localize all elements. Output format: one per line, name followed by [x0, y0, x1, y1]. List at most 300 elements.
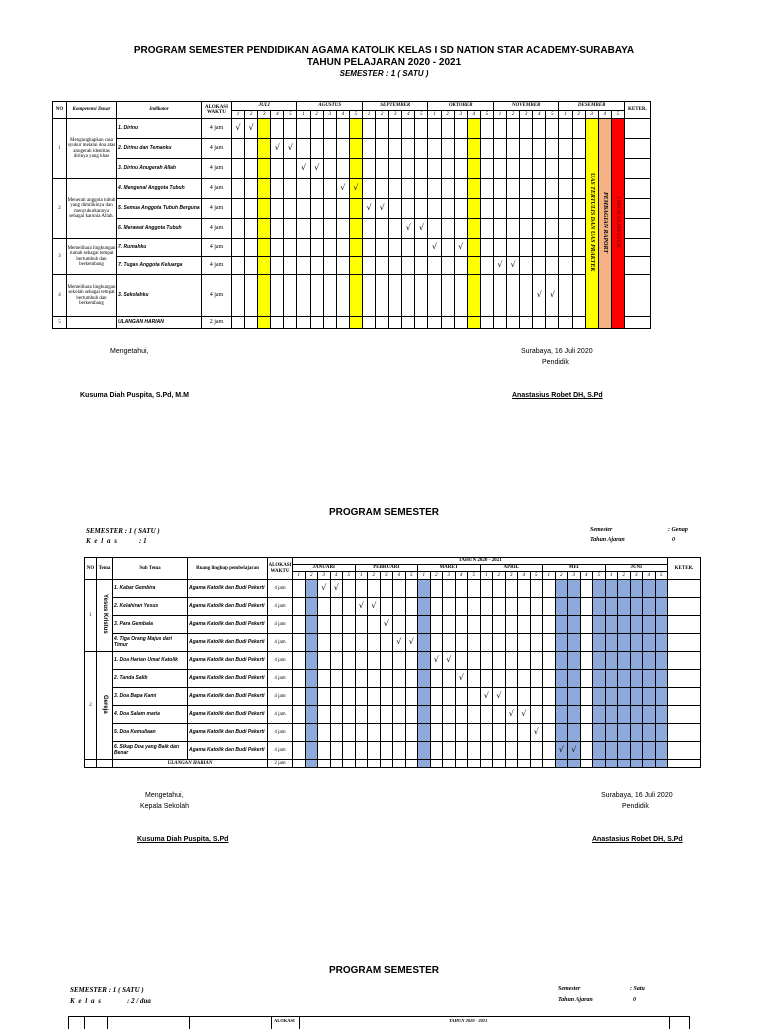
- week-cell: [518, 742, 531, 760]
- week-cell: [520, 317, 533, 329]
- week-cell: [643, 616, 656, 634]
- week-cell: [493, 598, 506, 616]
- week-cell: [518, 688, 531, 706]
- week-cell: [655, 580, 668, 598]
- week-cell: [305, 598, 318, 616]
- week-cell: [605, 652, 618, 670]
- week-cell: [580, 670, 593, 688]
- week-cell: [443, 616, 456, 634]
- week-cell: [297, 239, 310, 257]
- week-number: 5: [593, 572, 606, 580]
- week-cell: [258, 199, 271, 219]
- week-cell: [305, 580, 318, 598]
- week-cell: [593, 706, 606, 724]
- check-mark: √: [533, 727, 539, 737]
- doc2-semester-r-value: : Genap: [668, 527, 688, 533]
- week-cell: [443, 742, 456, 760]
- doc1-title: PROGRAM SEMESTER PENDIDIKAN AGAMA KATOLIK KELAS I SD NATION STAR ACADEMY-SURABAYA: [133, 45, 635, 56]
- indikator-cell: 1. Dirinu: [117, 119, 202, 139]
- week-cell: [305, 742, 318, 760]
- ruang-cell: Agama Katolik dan Budi Pekerti: [188, 652, 268, 670]
- week-cell: [605, 742, 618, 760]
- week-cell: [605, 580, 618, 598]
- week-number: 4: [455, 572, 468, 580]
- week-cell: [630, 706, 643, 724]
- check-mark: √: [458, 242, 464, 252]
- week-cell: [605, 760, 618, 768]
- week-cell: [605, 688, 618, 706]
- week-cell: [618, 634, 631, 652]
- check-mark: √: [333, 583, 339, 593]
- tema-number: 2: [85, 652, 97, 760]
- week-cell: [355, 724, 368, 742]
- week-cell: [415, 275, 428, 317]
- week-cell: [318, 580, 331, 598]
- week-cell: [455, 616, 468, 634]
- week-cell: [355, 580, 368, 598]
- week-number: 5: [655, 572, 668, 580]
- week-cell: [455, 598, 468, 616]
- week-number: 2: [376, 111, 389, 119]
- alokasi-cell: 4 jam: [202, 219, 232, 239]
- week-cell: [518, 706, 531, 724]
- week-number: 5: [415, 111, 428, 119]
- week-cell: [493, 742, 506, 760]
- week-cell: [533, 239, 546, 257]
- subtema-cell: 4. Tiga Orang Majus dari Timur: [113, 634, 188, 652]
- week-cell: [518, 670, 531, 688]
- keter-cell: [668, 616, 701, 634]
- week-cell: [349, 275, 362, 317]
- week-cell: [323, 317, 336, 329]
- week-cell: [271, 219, 284, 239]
- alokasi-cell: 4 jam: [202, 159, 232, 179]
- week-number: 3: [585, 111, 598, 119]
- keterangan-cell: [624, 159, 650, 179]
- check-mark: √: [321, 583, 327, 593]
- week-cell: [505, 706, 518, 724]
- week-cell: [402, 119, 415, 139]
- week-cell: [480, 199, 493, 219]
- week-cell: [480, 616, 493, 634]
- month-header: DESEMBER: [559, 102, 624, 111]
- week-cell: [467, 159, 480, 179]
- week-cell: [493, 257, 506, 275]
- doc3-table-top: [68, 1016, 690, 1029]
- week-cell: [284, 159, 297, 179]
- week-cell: [568, 706, 581, 724]
- week-cell: [505, 598, 518, 616]
- week-cell: [520, 159, 533, 179]
- doc1-sign-left-label: Mengetahui,: [110, 348, 149, 355]
- week-cell: [402, 257, 415, 275]
- week-cell: [393, 634, 406, 652]
- week-cell: [376, 275, 389, 317]
- indikator-cell: 7. Rumahku: [117, 239, 202, 257]
- week-cell: [393, 742, 406, 760]
- week-cell: [630, 688, 643, 706]
- week-cell: [380, 616, 393, 634]
- week-cell: [305, 724, 318, 742]
- week-cell: [643, 760, 656, 768]
- week-cell: [580, 580, 593, 598]
- week-cell: [305, 706, 318, 724]
- week-cell: [655, 742, 668, 760]
- week-cell: [441, 179, 454, 199]
- week-cell: [580, 706, 593, 724]
- week-cell: [336, 179, 349, 199]
- week-cell: [605, 706, 618, 724]
- week-cell: [559, 239, 572, 257]
- week-cell: [643, 598, 656, 616]
- week-cell: [318, 598, 331, 616]
- week-cell: [405, 670, 418, 688]
- week-cell: [618, 652, 631, 670]
- week-cell: [415, 219, 428, 239]
- week-cell: [376, 219, 389, 239]
- header-no: NO: [85, 558, 97, 580]
- week-cell: [430, 616, 443, 634]
- doc2-kelas-value: : 1: [139, 537, 147, 545]
- week-cell: [430, 742, 443, 760]
- week-cell: [330, 598, 343, 616]
- week-cell: [389, 317, 402, 329]
- header-subtema: Sub Tema: [113, 558, 188, 580]
- week-cell: [630, 724, 643, 742]
- doc2-sign-left-role: Kepala Sekolah: [140, 803, 190, 810]
- week-number: 4: [402, 111, 415, 119]
- keter-cell: [668, 634, 701, 652]
- week-cell: [368, 616, 381, 634]
- week-cell: [430, 760, 443, 768]
- week-cell: [418, 598, 431, 616]
- week-cell: [454, 159, 467, 179]
- week-cell: [643, 670, 656, 688]
- alokasi-cell: 4 jam: [268, 580, 293, 598]
- week-cell: [389, 139, 402, 159]
- week-cell: [507, 239, 520, 257]
- week-cell: [618, 688, 631, 706]
- week-cell: [543, 652, 556, 670]
- week-cell: [630, 670, 643, 688]
- check-mark: √: [379, 203, 385, 213]
- week-number: 5: [343, 572, 356, 580]
- alokasi-cell: 4 jam: [268, 598, 293, 616]
- week-number: 5: [349, 111, 362, 119]
- subtema-cell: 2. Tanda Salib: [113, 670, 188, 688]
- week-cell: [572, 139, 585, 159]
- alokasi-cell: 4 jam: [268, 742, 293, 760]
- week-cell: [505, 670, 518, 688]
- week-number: 3: [323, 111, 336, 119]
- week-cell: [305, 688, 318, 706]
- keterangan-cell: [624, 317, 650, 329]
- week-cell: [568, 670, 581, 688]
- week-cell: [507, 275, 520, 317]
- week-cell: [336, 139, 349, 159]
- subtema-cell: 1. Doa Harian Umat Katolik: [113, 652, 188, 670]
- week-cell: [297, 257, 310, 275]
- week-cell: [454, 257, 467, 275]
- keterangan-cell: [624, 199, 650, 219]
- week-cell: [323, 119, 336, 139]
- week-cell: [380, 580, 393, 598]
- week-cell: [580, 760, 593, 768]
- week-number: 2: [368, 572, 381, 580]
- week-cell: [572, 317, 585, 329]
- week-cell: [368, 688, 381, 706]
- week-cell: [533, 275, 546, 317]
- ruang-cell: Agama Katolik dan Budi Pekerti: [188, 742, 268, 760]
- week-cell: [349, 159, 362, 179]
- week-cell: [559, 275, 572, 317]
- week-cell: [593, 634, 606, 652]
- week-cell: [343, 688, 356, 706]
- doc3-semester-r-value: : Satu: [630, 986, 645, 992]
- week-cell: [380, 706, 393, 724]
- week-cell: [349, 119, 362, 139]
- week-cell: [454, 199, 467, 219]
- week-cell: [402, 139, 415, 159]
- week-cell: [310, 139, 323, 159]
- week-cell: [258, 239, 271, 257]
- week-cell: [393, 724, 406, 742]
- check-mark: √: [248, 123, 254, 133]
- week-cell: [543, 580, 556, 598]
- week-number: 5: [284, 111, 297, 119]
- check-mark: √: [483, 691, 489, 701]
- week-cell: [505, 742, 518, 760]
- week-cell: [618, 706, 631, 724]
- week-cell: [520, 119, 533, 139]
- week-cell: [443, 598, 456, 616]
- week-cell: [284, 199, 297, 219]
- week-cell: [232, 275, 245, 317]
- week-cell: [468, 706, 481, 724]
- week-cell: [355, 688, 368, 706]
- check-mark: √: [287, 143, 293, 153]
- doc2-title: PROGRAM SEMESTER: [328, 507, 439, 518]
- week-cell: [454, 119, 467, 139]
- week-cell: [468, 760, 481, 768]
- week-cell: [380, 742, 393, 760]
- week-cell: [455, 760, 468, 768]
- week-number: 5: [480, 111, 493, 119]
- week-cell: [493, 724, 506, 742]
- week-cell: [543, 670, 556, 688]
- check-mark: √: [508, 709, 514, 719]
- week-cell: [618, 760, 631, 768]
- week-cell: [355, 652, 368, 670]
- week-number: 1: [297, 111, 310, 119]
- week-cell: [493, 219, 506, 239]
- doc3-semester-r-label: Semester: [558, 986, 581, 992]
- week-cell: [245, 159, 258, 179]
- week-cell: [605, 670, 618, 688]
- week-number: 2: [572, 111, 585, 119]
- week-cell: [284, 219, 297, 239]
- doc3-kelas-label: K e l a s: [70, 997, 102, 1005]
- week-cell: [530, 670, 543, 688]
- week-cell: [258, 275, 271, 317]
- indikator-cell: 7. Tugas Anggota Keluarga: [117, 257, 202, 275]
- week-cell: [430, 670, 443, 688]
- week-cell: [593, 724, 606, 742]
- alokasi-cell: 2 jam: [202, 317, 232, 329]
- week-cell: [543, 634, 556, 652]
- week-cell: [405, 724, 418, 742]
- alokasi-cell: 4 jam: [202, 179, 232, 199]
- week-cell: [559, 179, 572, 199]
- week-cell: [630, 580, 643, 598]
- doc2-sign-role: Pendidik: [622, 803, 649, 810]
- week-cell: [468, 688, 481, 706]
- week-number: 2: [310, 111, 323, 119]
- week-cell: [305, 616, 318, 634]
- week-cell: [430, 688, 443, 706]
- empty-cell: [85, 760, 97, 768]
- kd-text: Memelihara lingkungan rumah sebagai tempat bertumbuh dan berkembang: [67, 239, 117, 275]
- check-mark: √: [549, 290, 555, 300]
- month-header: JUNI: [605, 565, 668, 572]
- week-cell: [480, 634, 493, 652]
- indikator-cell: 6. Merawat Anggota Tubuh: [117, 219, 202, 239]
- ruang-cell: Agama Katolik dan Budi Pekerti: [188, 580, 268, 598]
- week-cell: [493, 670, 506, 688]
- week-cell: [630, 634, 643, 652]
- week-cell: [363, 317, 376, 329]
- week-cell: [343, 742, 356, 760]
- doc1-sign-place: Surabaya, 16 Juli 2020: [521, 348, 593, 355]
- week-cell: [593, 670, 606, 688]
- month-header: PEBRUARI: [355, 565, 418, 572]
- week-cell: [297, 219, 310, 239]
- week-cell: [505, 724, 518, 742]
- week-cell: [297, 199, 310, 219]
- week-cell: [363, 275, 376, 317]
- week-cell: [443, 580, 456, 598]
- check-mark: √: [383, 619, 389, 629]
- week-cell: [368, 760, 381, 768]
- week-cell: [454, 239, 467, 257]
- week-cell: [630, 760, 643, 768]
- month-header: MARET: [418, 565, 481, 572]
- week-cell: [467, 139, 480, 159]
- week-cell: [533, 119, 546, 139]
- week-cell: [533, 159, 546, 179]
- week-cell: [468, 670, 481, 688]
- week-cell: [305, 760, 318, 768]
- check-mark: √: [458, 673, 464, 683]
- week-cell: [363, 219, 376, 239]
- week-cell: [232, 119, 245, 139]
- week-cell: [530, 742, 543, 760]
- week-cell: [418, 742, 431, 760]
- week-cell: [284, 139, 297, 159]
- week-cell: [580, 724, 593, 742]
- week-cell: [297, 159, 310, 179]
- week-cell: [555, 580, 568, 598]
- week-cell: [271, 239, 284, 257]
- week-cell: [297, 275, 310, 317]
- vertical-label: PEMBAGIAN RAPORT: [602, 191, 609, 253]
- doc1-sign-role: Pendidik: [542, 359, 569, 366]
- week-cell: [355, 634, 368, 652]
- indikator-cell: 3. Sekolahku: [117, 275, 202, 317]
- alokasi-cell: 4 jam: [202, 139, 232, 159]
- week-cell: [376, 119, 389, 139]
- week-cell: [293, 580, 306, 598]
- week-cell: [559, 199, 572, 219]
- week-cell: [655, 616, 668, 634]
- week-cell: [520, 257, 533, 275]
- week-cell: [555, 652, 568, 670]
- week-number: 2: [507, 111, 520, 119]
- week-cell: [245, 139, 258, 159]
- week-cell: [441, 239, 454, 257]
- week-number: 4: [533, 111, 546, 119]
- doc2-semester: SEMESTER : 1 ( SATU ): [86, 527, 160, 535]
- week-number: 1: [363, 111, 376, 119]
- week-cell: [480, 317, 493, 329]
- week-cell: [393, 580, 406, 598]
- week-cell: [480, 239, 493, 257]
- week-cell: [349, 239, 362, 257]
- week-cell: [655, 724, 668, 742]
- week-cell: [258, 317, 271, 329]
- check-mark: √: [340, 183, 346, 193]
- month-header: APRIL: [480, 565, 543, 572]
- week-number: 4: [643, 572, 656, 580]
- week-cell: [380, 760, 393, 768]
- week-number: 1: [559, 111, 572, 119]
- week-cell: [593, 580, 606, 598]
- week-cell: [318, 724, 331, 742]
- week-cell: [330, 580, 343, 598]
- week-cell: [468, 598, 481, 616]
- week-number: 4: [271, 111, 284, 119]
- week-cell: [323, 179, 336, 199]
- week-cell: [271, 257, 284, 275]
- check-mark: √: [571, 745, 577, 755]
- alokasi-cell: 4 jam: [268, 634, 293, 652]
- week-cell: [389, 239, 402, 257]
- week-cell: [443, 634, 456, 652]
- week-cell: [555, 634, 568, 652]
- indikator-cell: 2. Dirinu dan Temanku: [117, 139, 202, 159]
- week-cell: [655, 706, 668, 724]
- week-cell: [568, 616, 581, 634]
- week-cell: [655, 670, 668, 688]
- week-cell: [428, 239, 441, 257]
- week-cell: [468, 580, 481, 598]
- week-cell: [455, 742, 468, 760]
- week-cell: [245, 199, 258, 219]
- week-cell: [546, 317, 559, 329]
- subtema-cell: 2. Kelahiran Yesus: [113, 598, 188, 616]
- week-cell: [380, 598, 393, 616]
- week-number: 4: [518, 572, 531, 580]
- week-cell: [493, 580, 506, 598]
- header-tahun: TAHUN 2020 - 2021: [293, 558, 668, 565]
- kd-text: Menerati anggota tubuh yang dimilikinya dan menyukurkannya sebagai karunia Allah.: [67, 179, 117, 239]
- week-number: 1: [428, 111, 441, 119]
- alokasi-cell: 2 jam: [268, 760, 293, 768]
- week-cell: [245, 219, 258, 239]
- week-cell: [245, 179, 258, 199]
- week-cell: [507, 159, 520, 179]
- indikator-cell: 5. Semua Anggota Tubuh Berguna: [117, 199, 202, 219]
